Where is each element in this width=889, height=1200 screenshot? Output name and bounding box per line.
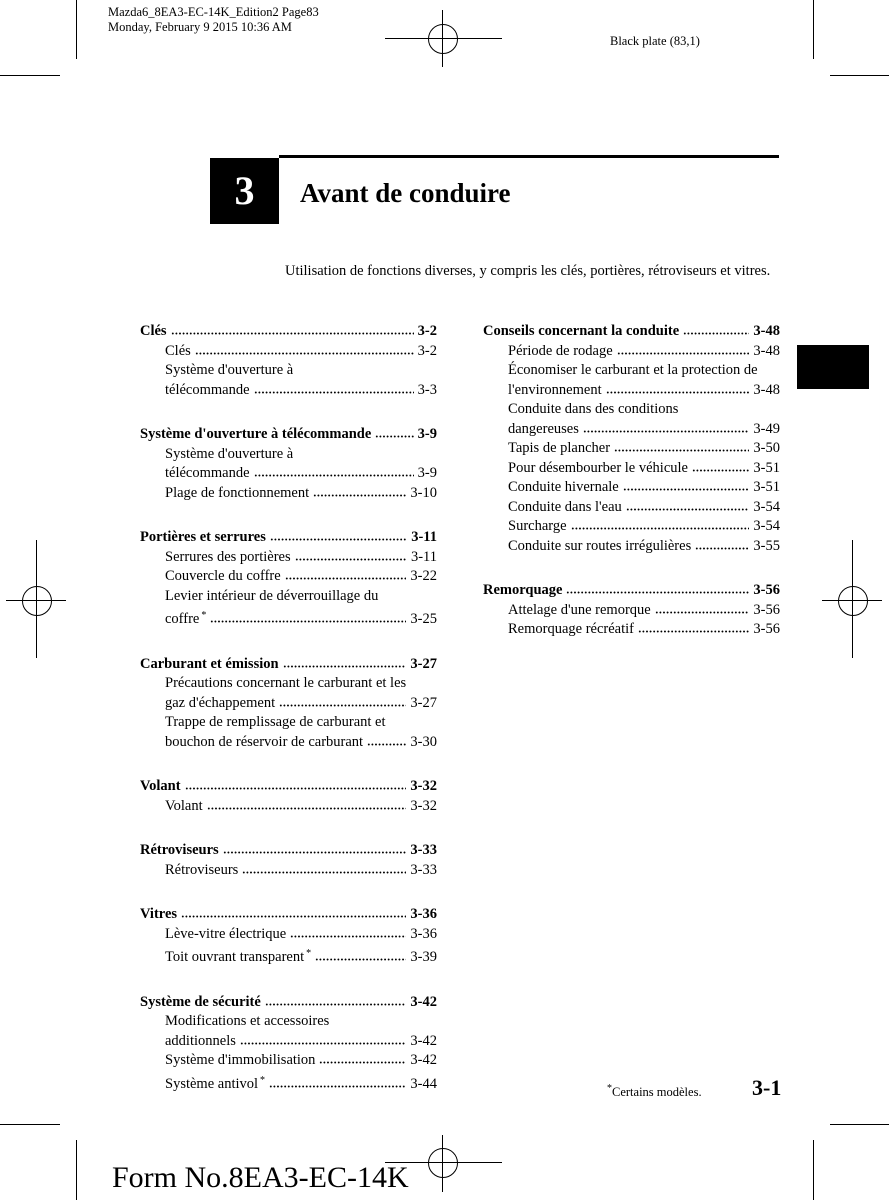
toc-item-page: 3-36 xyxy=(410,925,437,942)
dot-leader xyxy=(375,428,413,438)
toc-item-label xyxy=(165,484,309,504)
toc-item-label xyxy=(165,464,250,484)
toc-item-label-line: Levier intérieur de déverrouillage du xyxy=(165,587,379,604)
dot-leader xyxy=(195,345,414,355)
dot-leader xyxy=(210,613,406,623)
toc-section-page: 3-48 xyxy=(753,323,780,339)
toc-item[interactable] xyxy=(140,464,437,484)
toc-item-page: 3-22 xyxy=(410,568,437,584)
dot-leader xyxy=(583,423,750,433)
toc-item[interactable] xyxy=(483,381,780,401)
page-number: 3-1 xyxy=(752,1075,782,1100)
toc-item[interactable] xyxy=(140,381,437,401)
toc-item-label xyxy=(165,342,191,362)
toc-item-label xyxy=(508,498,622,518)
toc-section-page: 3-56 xyxy=(753,582,780,598)
toc-item-page: 3-56 xyxy=(753,601,780,618)
toc-item-page: 3-25 xyxy=(410,611,437,627)
chapter-rule xyxy=(279,155,779,158)
toc-section-title: Conseils concernant la conduite xyxy=(483,323,680,339)
dot-leader xyxy=(695,540,749,550)
toc-item[interactable] xyxy=(140,694,437,714)
toc-section-entry[interactable] xyxy=(140,777,437,797)
dot-leader xyxy=(566,584,749,594)
toc-item[interactable] xyxy=(140,797,437,817)
dot-leader xyxy=(207,800,407,810)
toc-item[interactable] xyxy=(483,498,780,518)
toc-item-text: Conduite sur routes irrégulières xyxy=(508,537,692,554)
toc-item-label xyxy=(508,537,691,557)
toc-item-label xyxy=(508,342,613,362)
dot-leader xyxy=(692,462,749,472)
toc-item[interactable] xyxy=(140,1071,437,1095)
toc-section-entry[interactable] xyxy=(140,425,437,445)
toc-section-entry[interactable] xyxy=(140,655,437,675)
toc-item-page: 3-2 xyxy=(417,342,437,359)
plate-label: Black plate (83,1) xyxy=(610,34,700,48)
chapter-title: Avant de conduire xyxy=(300,178,511,208)
toc-item-page: 3-9 xyxy=(417,465,437,481)
dot-leader xyxy=(181,908,406,918)
toc-item-page: 3-56 xyxy=(753,621,780,637)
toc-item-page: 3-11 xyxy=(410,548,437,565)
toc-item-text: Serrures des portières xyxy=(165,548,291,565)
toc-item[interactable] xyxy=(483,342,780,362)
dot-leader xyxy=(242,864,406,874)
toc-item-text: Conduite dans l'eau xyxy=(508,498,622,515)
toc-item-text: Volant xyxy=(165,797,203,814)
toc-item-label-line: Précautions concernant le carburant et les xyxy=(165,675,407,691)
toc-item-label xyxy=(165,797,203,817)
footnote xyxy=(605,1083,702,1100)
toc-item-page: 3-54 xyxy=(753,518,780,534)
toc-item-text: Surcharge xyxy=(508,518,567,534)
dot-leader xyxy=(269,1078,406,1088)
toc-item[interactable] xyxy=(140,484,437,504)
toc-item-label-line: Trappe de remplissage de carburant et xyxy=(165,714,386,730)
dot-leader xyxy=(171,325,414,335)
toc-section-entry[interactable] xyxy=(140,993,437,1013)
toc-item-page: 3-51 xyxy=(753,459,780,476)
toc-section xyxy=(140,841,437,880)
toc-item-text: Plage de fonctionnement xyxy=(165,484,310,501)
toc-item-label xyxy=(165,861,238,881)
toc-section-title: Carburant et émission xyxy=(140,655,279,672)
toc-section-page: 3-11 xyxy=(411,529,437,545)
dot-leader xyxy=(319,1054,406,1064)
toc-section-title: Vitres xyxy=(140,906,178,922)
toc-section xyxy=(140,993,437,1095)
print-header xyxy=(108,5,319,35)
toc-section-title: Portières et serrures xyxy=(140,529,266,545)
toc-section-page: 3-9 xyxy=(417,426,437,442)
toc-item-text: Système antivol xyxy=(165,1075,259,1092)
toc-item-label xyxy=(165,925,286,945)
toc-item-label xyxy=(165,1032,236,1052)
toc-section xyxy=(140,905,437,968)
toc-section-title: Remorquage xyxy=(483,582,563,598)
toc-item-text: Attelage d'une remorque xyxy=(508,601,651,618)
toc-item-text: coffre xyxy=(165,611,200,627)
dot-leader xyxy=(313,487,406,497)
toc-item-page: 3-42 xyxy=(410,1032,437,1049)
toc-item-label xyxy=(508,439,610,459)
toc-item-label xyxy=(508,381,602,401)
toc-section-entry[interactable] xyxy=(140,841,437,861)
toc-item-page: 3-32 xyxy=(410,797,437,814)
toc-item-text: Système d'immobilisation xyxy=(165,1052,316,1068)
dot-leader xyxy=(626,501,750,511)
toc-item-page: 3-49 xyxy=(753,420,780,437)
toc-section-page: 3-33 xyxy=(410,842,437,858)
model-note-star: * xyxy=(306,948,312,959)
toc-left-column xyxy=(140,322,437,1119)
dot-leader xyxy=(185,780,407,790)
toc-section xyxy=(483,581,780,640)
model-note-star: * xyxy=(201,610,207,621)
dot-leader xyxy=(270,531,407,541)
toc-right-column xyxy=(483,322,780,665)
dot-leader xyxy=(367,736,406,746)
toc-section-entry[interactable] xyxy=(140,905,437,925)
dot-leader xyxy=(254,467,414,477)
toc-item-label xyxy=(165,694,275,714)
toc-item-label xyxy=(508,620,634,640)
toc-section xyxy=(140,655,437,753)
toc-item-text: dangereuses xyxy=(508,420,579,437)
toc-section-title: Rétroviseurs xyxy=(140,842,219,858)
toc-item-text: bouchon de réservoir de carburant xyxy=(165,733,364,750)
toc-item[interactable] xyxy=(140,548,437,568)
toc-section-page: 3-36 xyxy=(410,906,437,922)
toc-item[interactable] xyxy=(140,1051,437,1071)
toc-item[interactable] xyxy=(140,606,437,630)
dot-leader xyxy=(290,928,406,938)
toc-section xyxy=(140,425,437,503)
toc-item-page: 3-51 xyxy=(753,479,780,495)
toc-item-page: 3-48 xyxy=(753,381,780,398)
toc-item-text: Période de rodage xyxy=(508,342,613,359)
toc-item-label xyxy=(165,548,291,568)
toc-item-page: 3-10 xyxy=(410,484,437,501)
toc-item-page: 3-33 xyxy=(410,861,437,878)
toc-item-label-line: Système d'ouverture à xyxy=(165,445,294,462)
toc-item-text: Tapis de plancher xyxy=(508,440,611,456)
toc-item[interactable] xyxy=(483,601,780,621)
toc-section-title: Système de sécurité xyxy=(140,993,261,1010)
toc-section-entry[interactable] xyxy=(483,581,780,601)
toc-item[interactable] xyxy=(140,342,437,362)
toc-item-text: Rétroviseurs xyxy=(165,861,239,878)
toc-item-label xyxy=(508,459,688,479)
toc-item-label xyxy=(165,1051,315,1071)
toc-item-label xyxy=(165,567,281,587)
toc-item-label xyxy=(165,944,311,968)
toc-item-text: gaz d'échappement xyxy=(165,694,276,711)
toc-item-label xyxy=(165,381,250,401)
dot-leader xyxy=(315,951,406,961)
chapter-number: 3 xyxy=(210,158,279,224)
toc-item-page: 3-48 xyxy=(753,342,780,359)
form-number: Form No.8EA3-EC-14K xyxy=(112,1161,409,1194)
toc-section-title: Clés xyxy=(140,323,167,339)
toc-item-label-line: Modifications et accessoires xyxy=(165,1013,330,1029)
toc-section-page: 3-27 xyxy=(410,655,437,672)
toc-item-text: Clés xyxy=(165,342,191,359)
toc-item[interactable] xyxy=(483,420,780,440)
dot-leader xyxy=(638,623,749,633)
toc-section-page: 3-32 xyxy=(410,778,437,794)
dot-leader xyxy=(683,325,749,335)
toc-item-page: 3-44 xyxy=(410,1075,437,1092)
toc-item-text: Lève-vitre électrique xyxy=(165,925,287,942)
toc-item-label-line: Système d'ouverture à xyxy=(165,362,294,378)
toc-item-page: 3-55 xyxy=(753,537,780,554)
toc-item-label xyxy=(165,733,363,753)
toc-section-title: Système d'ouverture à télécommande xyxy=(140,426,372,442)
file-name-line: Mazda6_8EA3-EC-14K_Edition2 Page83 xyxy=(108,5,319,19)
toc-item[interactable] xyxy=(483,478,780,498)
date-line: Monday, February 9 2015 10:36 AM xyxy=(108,20,292,34)
toc-section-entry[interactable] xyxy=(483,322,780,342)
toc-item-page: 3-54 xyxy=(753,498,780,515)
toc-section-page: 3-42 xyxy=(410,993,437,1010)
toc-item-text: Remorquage récréatif xyxy=(508,621,634,637)
toc-item-label xyxy=(165,606,206,630)
toc-section xyxy=(483,322,780,556)
chapter-thumb-tab xyxy=(797,345,869,389)
toc-item-label-line: Conduite dans des conditions xyxy=(508,401,679,417)
toc-item-text: télécommande xyxy=(165,381,250,398)
toc-item[interactable] xyxy=(483,439,780,459)
toc-item-text: Couvercle du coffre xyxy=(165,568,281,584)
dot-leader xyxy=(265,996,407,1006)
dot-leader xyxy=(283,658,407,668)
toc-item-text: additionnels xyxy=(165,1032,236,1049)
toc-item-label xyxy=(165,1071,265,1095)
toc-section-title: Volant xyxy=(140,778,181,794)
toc-item[interactable] xyxy=(483,459,780,479)
toc-item[interactable] xyxy=(140,861,437,881)
toc-section xyxy=(140,777,437,816)
toc-item[interactable] xyxy=(140,925,437,945)
model-note-star: * xyxy=(260,1074,266,1086)
dot-leader xyxy=(285,570,407,580)
dot-leader xyxy=(617,345,750,355)
toc-item[interactable] xyxy=(140,944,437,968)
toc-item[interactable] xyxy=(483,620,780,640)
toc-item-label xyxy=(508,478,619,498)
toc-item-text: Pour désembourber le véhicule xyxy=(508,459,688,476)
toc-item-label xyxy=(508,420,579,440)
toc-item-text: Toit ouvrant transparent xyxy=(165,949,305,965)
dot-leader xyxy=(571,520,750,530)
toc-item-label-line: Économiser le carburant et la protection de xyxy=(508,362,758,378)
dot-leader xyxy=(606,384,750,394)
toc-item-page: 3-39 xyxy=(410,949,437,965)
toc-item-page: 3-30 xyxy=(410,733,437,750)
toc-item[interactable] xyxy=(483,537,780,557)
dot-leader xyxy=(614,442,749,452)
toc-item[interactable] xyxy=(140,567,437,587)
dot-leader xyxy=(623,481,750,491)
footnote-text: Certains modèles. xyxy=(612,1085,702,1099)
toc-section xyxy=(140,322,437,400)
dot-leader xyxy=(279,697,406,707)
footnote-star: * xyxy=(607,1083,612,1094)
toc-item[interactable] xyxy=(140,1032,437,1052)
toc-section xyxy=(140,528,437,630)
toc-item-page: 3-42 xyxy=(410,1052,437,1068)
dot-leader xyxy=(223,844,407,854)
toc-item-text: Conduite hivernale xyxy=(508,479,619,495)
toc-item-page: 3-3 xyxy=(417,381,437,398)
toc-item-text: l'environnement xyxy=(508,381,602,398)
dot-leader xyxy=(295,551,407,561)
toc-item-page: 3-27 xyxy=(410,694,437,711)
toc-section-entry[interactable] xyxy=(140,528,437,548)
toc-item-text: télécommande xyxy=(165,465,250,481)
toc-item-page: 3-50 xyxy=(753,440,780,456)
toc-item[interactable] xyxy=(140,733,437,753)
toc-section-page: 3-2 xyxy=(417,323,437,339)
dot-leader xyxy=(655,604,750,614)
toc-item-label xyxy=(508,601,651,621)
dot-leader xyxy=(240,1035,407,1045)
toc-section-entry[interactable] xyxy=(140,322,437,342)
toc-item-label xyxy=(508,517,567,537)
toc-item[interactable] xyxy=(483,517,780,537)
chapter-intro: Utilisation de fonctions diverses, y compris les clés, portières, rétroviseurs et vitres. xyxy=(285,263,771,279)
dot-leader xyxy=(254,384,414,394)
